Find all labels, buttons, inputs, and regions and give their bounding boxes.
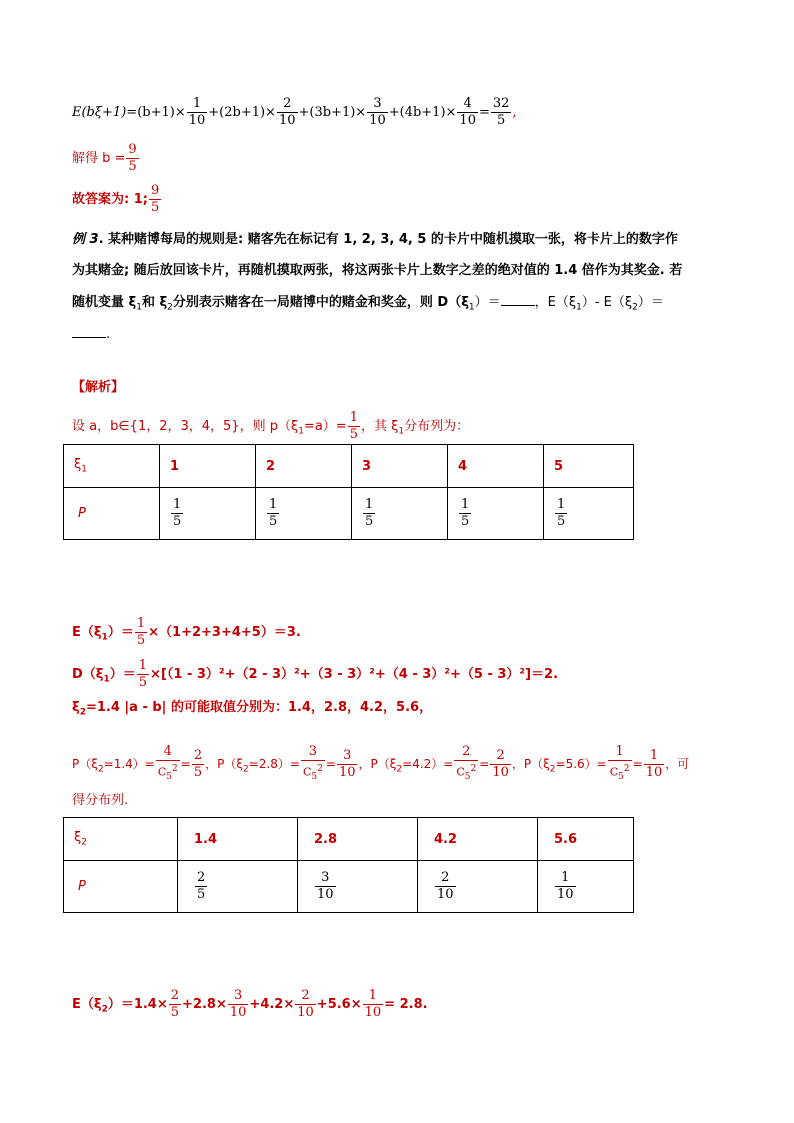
table-cell: $\frac{1}{5}$: [544, 488, 634, 540]
table-cell: $\frac{2}{10}$: [418, 861, 538, 913]
fraction: $\frac{9}{5}$: [150, 183, 160, 215]
eq-term: +(4b+1)×: [388, 105, 457, 120]
expectation-equation: [72, 96, 517, 129]
setup-text: 设 a，b∈{1，2，3，4，5}，则 p（ξ: [72, 419, 299, 434]
table-row: [64, 818, 634, 861]
table-cell: 5.6: [538, 818, 634, 861]
table-cell: $\frac{1}{5}$: [160, 488, 256, 540]
answer-line: [72, 183, 162, 216]
table-header-cell: $\xi_2$: [64, 818, 178, 861]
example-text: 随机变量 ξ: [72, 295, 137, 310]
setup-text: 分布列为：: [404, 419, 470, 434]
subscript: 1: [398, 426, 405, 437]
answer-blank[interactable]: [72, 325, 106, 338]
eq-sign: =: [126, 105, 138, 120]
table-cell: $\frac{1}{10}$: [538, 861, 634, 913]
fraction: $\frac{2}{10}$: [492, 747, 509, 780]
fraction: $\frac{4}{C_5^2}$: [156, 744, 180, 785]
expectation-xi2: $E(\xi_2)=1.4\times$ $\frac{2}{5}$ +2.8× $\frac{3}{10}$ +4.2× $\frac{2}{10}$ +5.6× $\frac{1}{10}$ = 2.8.: [72, 988, 428, 1020]
fraction: $\frac{1}{10}$: [645, 747, 663, 780]
subscript: 2: [632, 302, 638, 313]
fraction: $\frac{1}{10}$: [364, 988, 382, 1020]
example-text: ，E（ξ: [534, 295, 577, 310]
eq-term: (b+1)×: [137, 105, 186, 120]
table-row: [64, 488, 634, 540]
table-cell: 1: [160, 445, 256, 488]
subscript: 1: [298, 426, 304, 437]
eq-term: +(3b+1)×: [298, 105, 367, 120]
table-cell: 1.4: [178, 818, 298, 861]
subscript: 2: [167, 302, 173, 313]
distribution-text: 得分布列.: [72, 793, 129, 808]
fraction: $\frac{2}{C_5^2}$: [454, 744, 478, 785]
table-cell: $\frac{3}{10}$: [298, 861, 418, 913]
table-cell: 4.2: [418, 818, 538, 861]
xi2-values-line: $\xi_2=1.4$ |a - b| 的可能取值分别为：1.4，2.8，4.2，5.6，: [72, 700, 433, 718]
eq-sign: =: [478, 105, 490, 120]
setup-text: ，其 ξ: [361, 419, 399, 434]
distribution-table-1: [63, 444, 634, 540]
probabilities-xi2: $P(\xi_2=1.4)=$ $\frac{4}{C_5^2}$ = $\frac{2}{5}$ ，$P(\xi_2=2.8)=$ $\frac{3}{C_5^2}$ = $\frac{3}{10}$ ，$P(\xi_2=4.2)=$ $\frac{2}{C_5^2}$ = $\frac{2}{10}$ ，$P(\xi_2=5.6)=$ $\frac{1}{C_5^2}$ = $\frac{1}{10}$ ，可: [72, 744, 689, 785]
fraction: $\frac{32}{5}$: [492, 96, 510, 128]
table-cell: 4: [448, 445, 544, 488]
subscript: 1: [468, 302, 475, 313]
example-text: 为其赌金; 随后放回该卡片，再随机摸取两张，将这两张卡片上数字之差的绝对值的 1.4 倍作为其奖金. 若: [72, 263, 683, 278]
fraction: $\frac{4}{10}$: [459, 96, 476, 128]
eq-term: +(2b+1)×: [208, 105, 276, 120]
setup-text: =a）=: [303, 419, 347, 434]
fraction: $\frac{1}{5}$: [138, 658, 148, 690]
example-text: .: [106, 327, 111, 342]
table-header-cell: P: [64, 488, 160, 540]
fraction: $\frac{3}{10}$: [369, 96, 386, 128]
table-row: [64, 445, 634, 488]
answer-text: 故答案为: 1;: [72, 192, 148, 207]
fraction: $\frac{9}{5}$: [128, 142, 137, 174]
example-text: ）＝: [474, 295, 501, 310]
example-line-3: [72, 293, 664, 318]
fraction: $\frac{1}{10}$: [188, 96, 206, 128]
example-line-2: [72, 261, 682, 281]
example-text: . 某种赌博每局的规则是: 赌客先在标记有 1, 2, 3, 4, 5 的卡片中随机摸取一张，将卡片上的数字作: [98, 232, 678, 247]
subscript: 1: [136, 302, 142, 313]
fraction: $\frac{2}{10}$: [297, 988, 314, 1020]
solve-text: 解得 b =: [72, 151, 126, 166]
fraction: $\frac{1}{C_5^2}$: [608, 744, 632, 785]
setup-line: [72, 410, 469, 443]
table-cell: 2: [256, 445, 352, 488]
table-cell: $\frac{1}{5}$: [352, 488, 448, 540]
expectation-xi1: $E(\xi_1)=$ $\frac{1}{5}$ ×（1+2+3+4+5）＝3.: [72, 616, 301, 648]
table-cell: 2.8: [298, 818, 418, 861]
table-header-cell: P: [64, 861, 178, 913]
table-cell: 5: [544, 445, 634, 488]
example-line-1: [72, 230, 678, 250]
fraction: $\frac{2}{5}$: [170, 988, 180, 1020]
answer-blank[interactable]: [501, 293, 535, 306]
example-text: 分别表示赌客在一局赌博中的赌金和奖金，则 D（ξ: [172, 295, 469, 310]
subscript: 1: [576, 302, 582, 313]
solve-line: [72, 142, 140, 175]
table-header-cell: $\xi_1$: [64, 445, 160, 488]
example-text: 和 ξ: [141, 295, 168, 310]
fraction: $\frac{3}{10}$: [229, 988, 247, 1020]
example-label: 例 3: [72, 232, 99, 247]
eq-tail: ,: [512, 105, 517, 120]
example-text: ）＝: [637, 295, 664, 310]
fraction: $\frac{3}{C_5^2}$: [301, 744, 325, 785]
table-cell: $\frac{2}{5}$: [178, 861, 298, 913]
fraction: $\frac{1}{5}$: [136, 616, 146, 648]
fraction: $\frac{1}{5}$: [349, 410, 358, 442]
table-cell: $\frac{1}{5}$: [256, 488, 352, 540]
eq-lhs: E(bξ+1): [72, 105, 127, 120]
analysis-title: 【解析】: [72, 380, 125, 395]
fraction: $\frac{2}{10}$: [278, 96, 296, 128]
table-row: [64, 861, 634, 913]
fraction: $\frac{3}{10}$: [338, 747, 356, 780]
example-text: ）- E（ξ: [581, 295, 633, 310]
example-line-4: [72, 325, 110, 345]
table-cell: 3: [352, 445, 448, 488]
fraction: $\frac{2}{5}$: [193, 747, 203, 780]
variance-xi1: $D(\xi_1)=$ $\frac{1}{5}$ ×[（1 - 3）²+（2 - 3）²+（3 - 3）²+（4 - 3）²+（5 - 3）²]＝2.: [72, 658, 559, 690]
distribution-table-2: [63, 817, 634, 913]
table-cell: $\frac{1}{5}$: [448, 488, 544, 540]
